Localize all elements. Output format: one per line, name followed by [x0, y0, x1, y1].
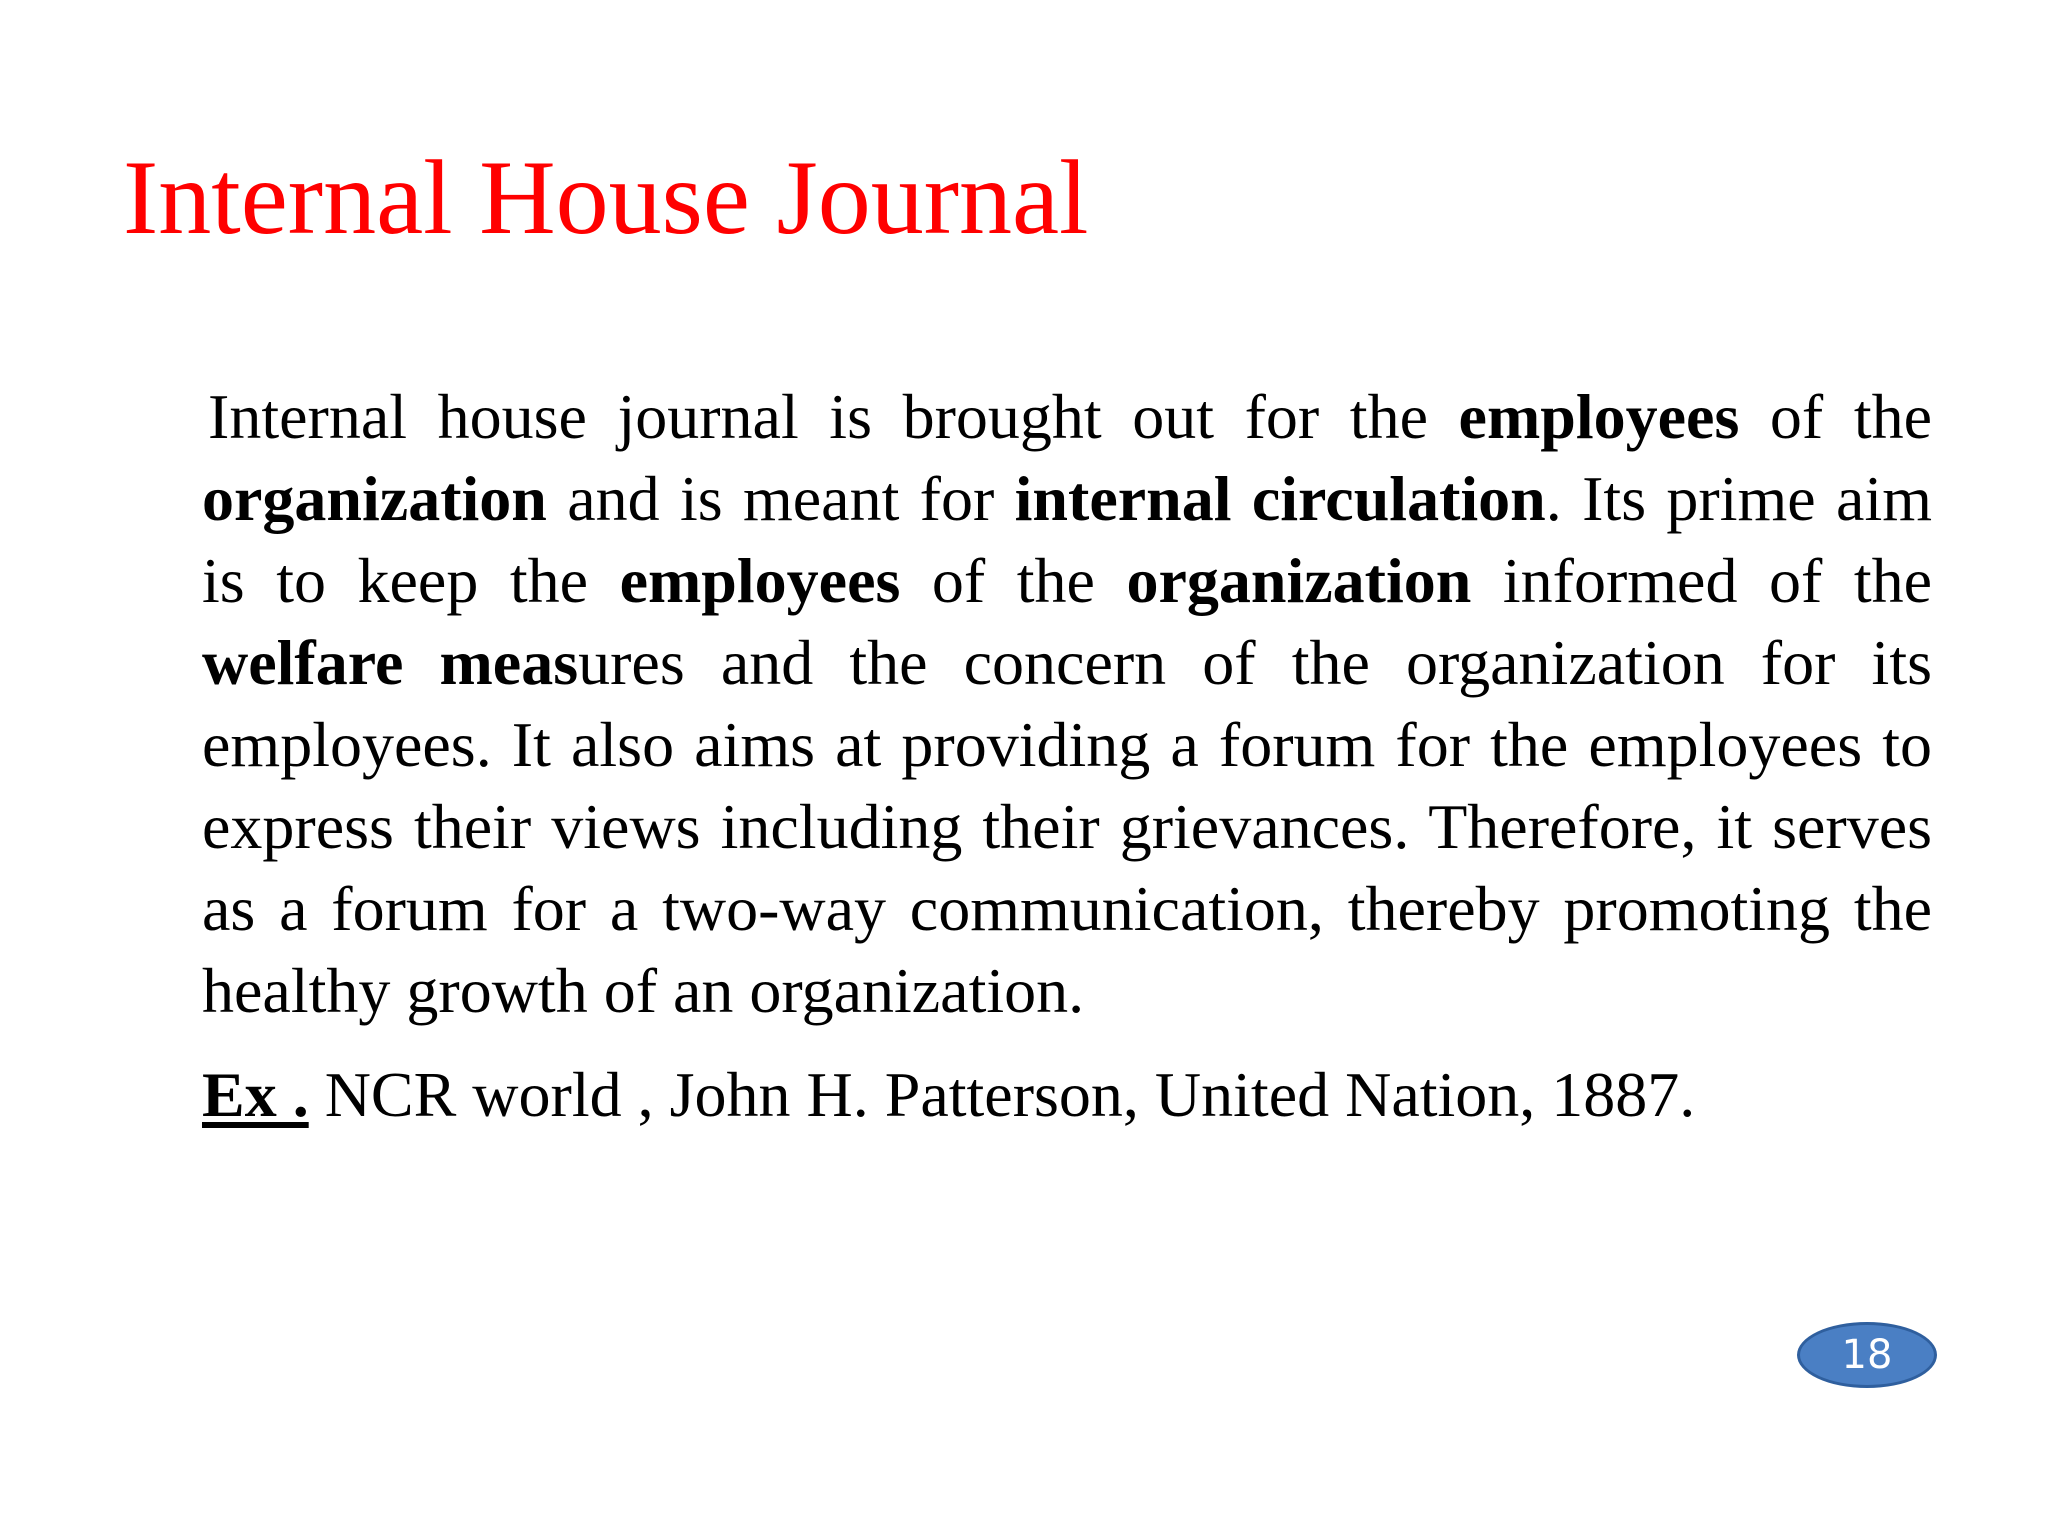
- example-line: [202, 1054, 1695, 1136]
- paragraph-run-bold: organization: [202, 463, 547, 534]
- paragraph-run-bold: welfare meas: [202, 627, 579, 698]
- paragraph-run-bold: internal circulation: [1014, 463, 1546, 534]
- body-paragraph: [202, 376, 1932, 1032]
- paragraph-run-bold: employees: [1458, 381, 1740, 452]
- paragraph-run: of the: [1739, 381, 1933, 452]
- paragraph-run: . Its prime aim is to keep the: [202, 463, 1933, 616]
- paragraph-run-bold: organization: [1126, 545, 1472, 616]
- slide-title: Internal House Journal: [123, 139, 1089, 256]
- page-number: 18: [1841, 1332, 1893, 1378]
- paragraph-run: and is meant for: [546, 463, 1015, 534]
- paragraph-run: ures and the concern of the organization for its employees. It also aims at providing a forum for the employees to express their views including their grievances. Therefore, it serves as a forum for a two-way communication, thereby promoting the healthy growth of an organization.: [202, 627, 1933, 1026]
- example-label: Ex .: [202, 1059, 309, 1130]
- paragraph-run: of the: [900, 545, 1127, 616]
- paragraph-run-bold: employees: [619, 545, 901, 616]
- page-number-badge: [1797, 1322, 1937, 1388]
- paragraph-run: informed of the: [1471, 545, 1933, 616]
- paragraph-run: Internal house journal is brought out for the: [208, 381, 1459, 452]
- example-text: NCR world , John H. Patterson, United Nation, 1887.: [308, 1059, 1696, 1130]
